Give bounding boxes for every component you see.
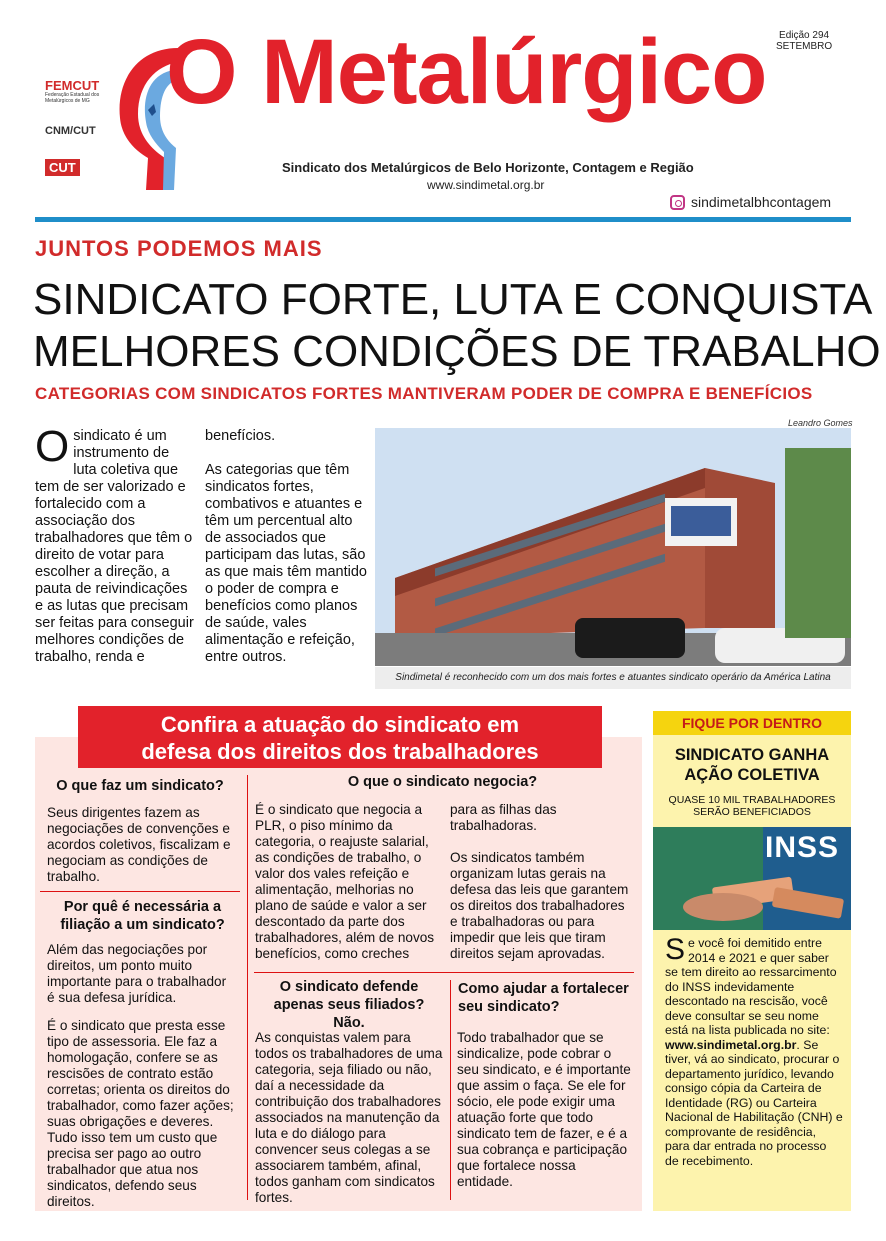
rights-banner-line-1: Confira a atuação do sindicato em [160, 712, 520, 737]
inss-money-photo [653, 827, 851, 930]
sidebar-body: S e você foi demitido entre 2014 e 2021 e quer saber se tem direito ao ressarcimento do INSS indevidamente descontado na rescisão, você deve consultar se seu nome está na lista publicada no site: www.sindimetal.org.br. Se tiver, vá ao sindicato, procurar o departamento jurídico, levando consigo cópia da Carteira de Identidade (RG) ou Carteira Nacional de Habilitação (CNH) e comprovante de residência, para dar entrada no processo de recebimento. [665, 933, 843, 1168]
cut-logo: CUT [45, 159, 80, 176]
union-building-illustration [375, 428, 851, 666]
article-dropcap: O [35, 422, 70, 471]
question-what-union-negotiates: O que o sindicato negocia? [347, 774, 538, 790]
column-divider-1 [247, 775, 248, 1200]
cnm-cut-logo: CNM/CUT [45, 125, 96, 137]
headline-line-2: MELHORES CONDIÇÕES DE TRABALHO [33, 327, 881, 376]
answer-why-join-p1: Além das negociações por direitos, um ponto muito importante para o trabalhador é sua defesa jurídica. [47, 942, 227, 1005]
answer-how-to-help: Todo trabalhador que se sindicalize, pode cobrar o seu sindicato, e é importante que assim o faça. Se ele for sócio, ele pode exigir uma atuação forte que todo sindicato tem de fazer, e é a sua cobrança e participação que fortalece nossa entidade. [457, 1030, 631, 1189]
answer-negotiates-right-p1: para as filhas das trabalhadoras. [450, 802, 557, 833]
sidebar-subtitle: QUASE 10 MIL TRABALHADORES SERÃO BENEFICIADOS [668, 794, 836, 818]
article-column-1-text: sindicato é um instrumento de luta coletiva que tem de ser valorizado e fortalecido com a associação dos trabalhadores que têm o direito de votar para escolher a direção, a pauta de reivindicações e as lutas que precisam ser feitas para conseguir melhores condições de trabalho, renda e [35, 428, 194, 665]
fem-cut-logo [45, 80, 125, 104]
answer-why-join-p2: É o sindicato que presta esse tipo de assessoria. Ele faz a homologação, confere se as rescisões de contrato estão corretas; orienta os direitos do trabalhador, como fazer ações; suas obrigações e deveres. Tudo isso tem um custo que precisa ser pago ao outro trabalhador que atua nos sindicatos, defendo seus direitos. [47, 1018, 234, 1209]
answer-only-members: As conquistas valem para todos os trabalhadores de uma categoria, seja filiado ou não, daí a necessidade da contribuição dos trabalhadores associados na manutenção da luta e do diálogo para convencer seus colegas a se associarem também, afinal, todos ganham com sindicatos fortes. [255, 1030, 443, 1205]
sidebar-header: FIQUE POR DENTRO [653, 711, 851, 735]
org-logos [45, 80, 125, 187]
union-building-photo [375, 428, 851, 666]
article-deck: CATEGORIAS COM SINDICATOS FORTES MANTIVERAM PODER DE COMPRA E BENEFÍCIOS [35, 384, 813, 403]
headline-line-1: SINDICATO FORTE, LUTA E CONQUISTA [33, 275, 873, 324]
question-only-members: O sindicato defende apenas seus filiados? Não. [273, 979, 425, 1031]
header-divider [35, 217, 851, 222]
website-link[interactable]: www.sindimetal.org.br [427, 178, 545, 192]
edition-number: Edição 294 [779, 30, 830, 41]
article-column-2 [205, 428, 367, 683]
masthead-subtitle: Sindicato dos Metalúrgicos de Belo Horizonte, Contagem e Região [282, 160, 694, 175]
instagram-handle[interactable] [670, 194, 831, 210]
article-headline [33, 274, 881, 378]
answer-negotiates-left: É o sindicato que negocia a PLR, o piso mínimo da categoria, o reajuste salarial, as condições de trabalho, o valor dos vales refeição e alimentação, melhorias no plano de saúde e valor a ser descontado da parte dos trabalhadores, além de novos benefícios, como creches [255, 802, 435, 961]
sidebar-dropcap: S [665, 933, 686, 966]
fem-cut-logo-subtext: Federação Estadual dos Metalúrgicos de MG [45, 92, 100, 104]
question-why-join: Por quê é necessária a filiação a um sindicato? [60, 899, 225, 933]
instagram-handle-text: sindimetalbhcontagem [691, 194, 832, 210]
row-divider-right [254, 972, 634, 973]
inss-logo-text: INSS [765, 831, 840, 864]
sidebar-body-text: e você foi demitido entre 2014 e 2021 e quer saber se tem direito ao ressarcimento do INSS indevidamente descontado na rescisão, você deve consultar se seu nome está na lista publicada no site: [665, 936, 837, 1037]
article-column-1 [35, 422, 195, 666]
rights-banner [78, 706, 602, 768]
answer-what-union-does: Seus dirigentes fazem as negociações de convenções e acordos coletivos, fiscalizam e negociam as condições de trabalho. [47, 805, 231, 884]
sidebar-link[interactable]: www.sindimetal.org.br [665, 1037, 797, 1052]
masthead-title: O Metalúrgico [166, 21, 767, 123]
article-kicker: JUNTOS PODEMOS MAIS [35, 236, 323, 261]
question-how-to-help: Como ajudar a fortalecer seu sindicato? [458, 981, 629, 1015]
sidebar-title: SINDICATO GANHA AÇÃO COLETIVA [674, 746, 830, 784]
fem-cut-logo-text: FEMCUT [45, 78, 100, 93]
instagram-icon [670, 195, 685, 210]
question-what-union-does: O que faz um sindicato? [56, 778, 224, 794]
photo-caption: Sindimetal é reconhecido com um dos mais fortes e atuantes sindicato operário da América Latina [375, 667, 851, 689]
row-divider-left [40, 891, 240, 892]
article-column-2-p1: benefícios. [205, 428, 276, 444]
rights-banner-line-2: defesa dos direitos dos trabalhadores [141, 739, 539, 764]
edition-month: SETEMBRO [776, 41, 833, 52]
sidebar-body-text-2: Se tiver, vá ao sindicato, procurar o departamento jurídico, levando consigo cópia da Carteira de Identidade (RG) ou Carteira Nacional de Habilitação (CNH) e comprovante de residência, para dar entrada no processo de recebimento. [665, 1037, 843, 1168]
answer-negotiates-right-p2: Os sindicatos também organizam lutas gerais na defesa das leis que garantem os direitos dos trabalhadores e trabalhadoras ou para impedir que leis que tiram direitos sejam aprovadas. [450, 850, 629, 961]
edition-info [776, 30, 832, 52]
article-column-2-p2: As categorias que têm sindicatos fortes, combativos e atuantes e têm um percentual alto de associados que participam das lutas, são as que mais têm mantido o poder de compra e benefícios como planos de saúde, vales alimentação e refeição, entre outros. [205, 462, 367, 665]
column-divider-2 [450, 980, 451, 1200]
photo-credit: Leandro Gomes [788, 418, 853, 428]
